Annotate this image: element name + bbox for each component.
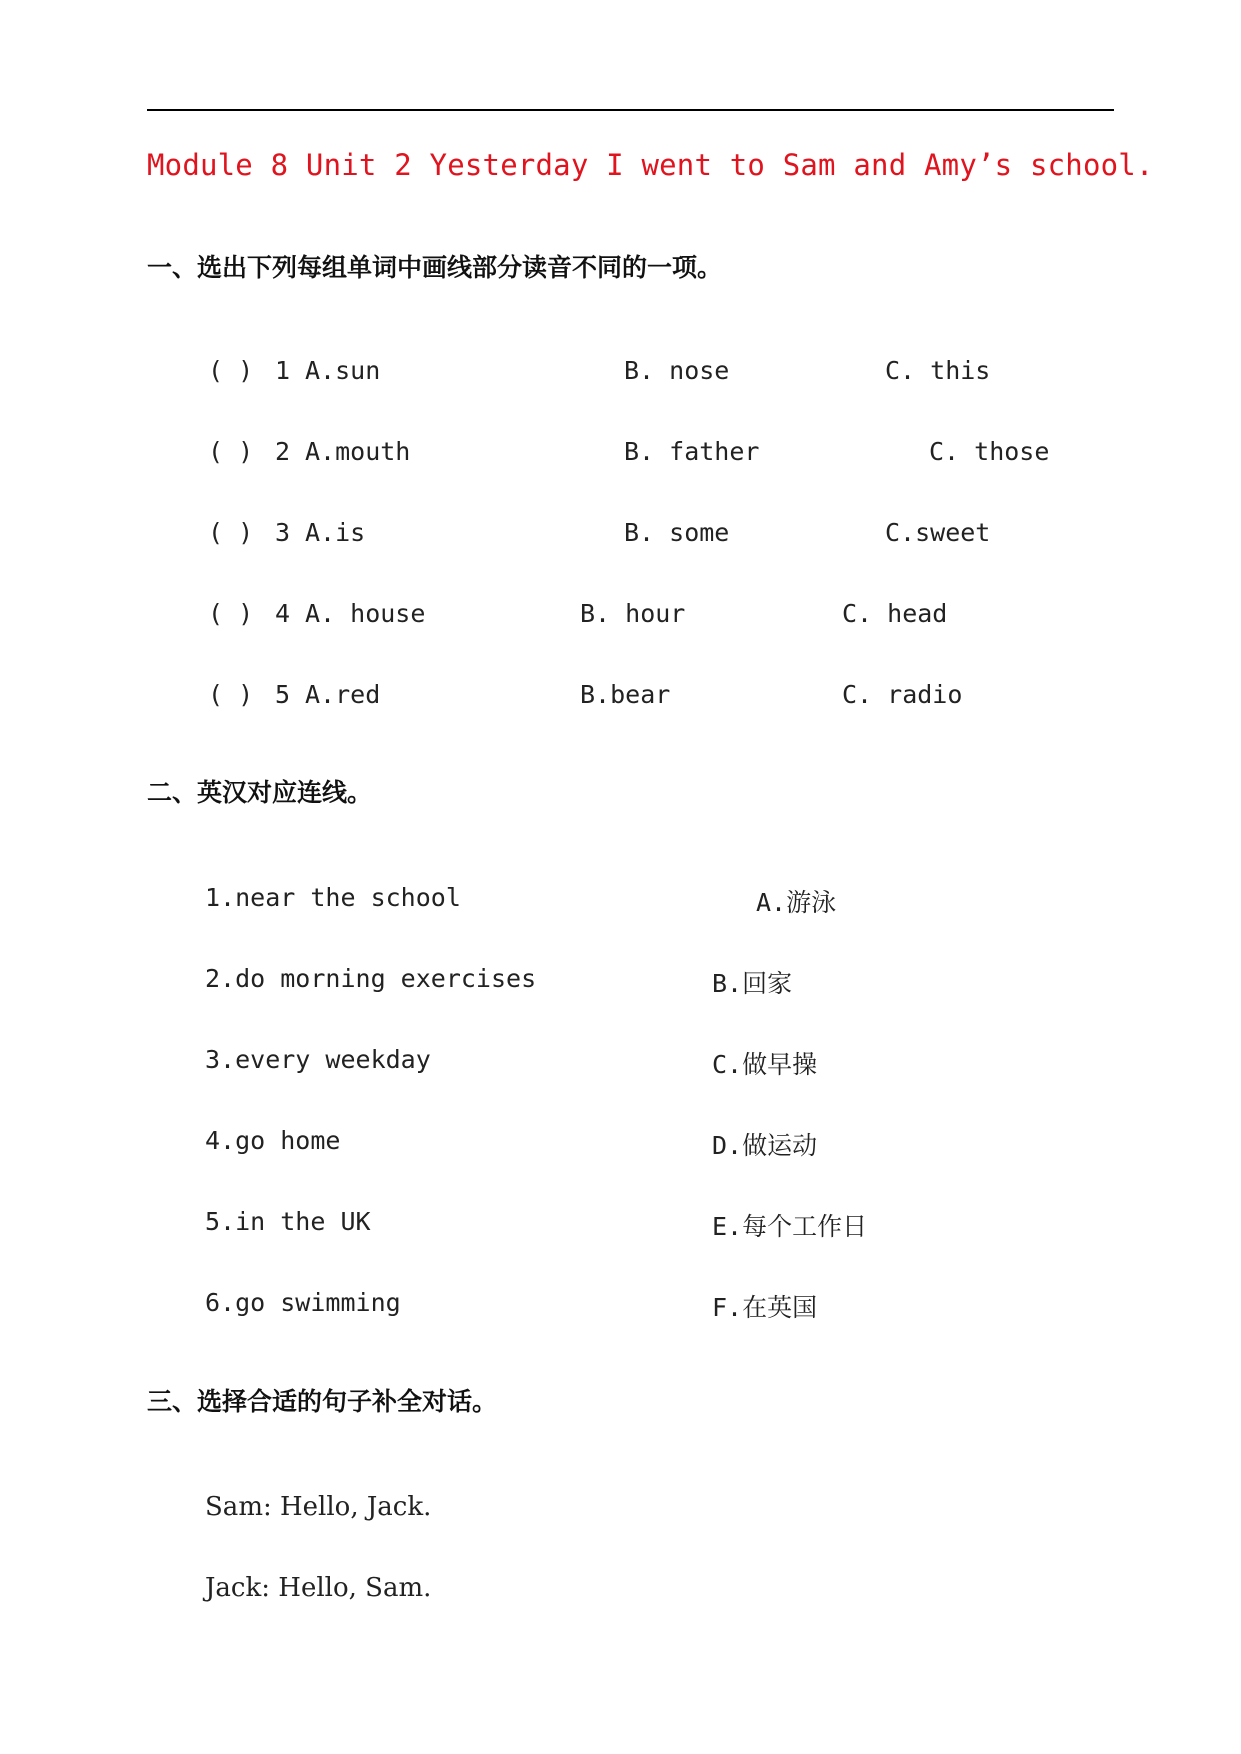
item-number: 1 [275,356,291,385]
section1-heading: 一、选出下列每组单词中画线部分读音不同的一项。 [147,253,723,282]
option-a: A.mouth [305,437,411,466]
match-chinese: F.在英国 [712,1293,818,1322]
option-b: B. nose [624,356,730,385]
match-english: 6.go swimming [205,1288,401,1317]
dialog-line-2: Jack: Hello, Sam. [205,1573,432,1603]
match-english: 3.every weekday [205,1045,431,1074]
option-b: B. some [624,518,730,547]
match-chinese: A.游泳 [756,888,837,917]
match-english: 2.do morning exercises [205,964,537,993]
section3-heading: 三、选择合适的句子补全对话。 [147,1387,498,1416]
answer-blank[interactable]: ( ) [208,518,254,547]
option-b: B. hour [580,599,686,628]
item-number: 3 [275,518,291,547]
answer-blank[interactable]: ( ) [208,680,254,709]
option-c: C. this [885,356,991,385]
item-number: 5 [275,680,291,709]
item-number: 4 [275,599,291,628]
top-rule [147,109,1114,111]
option-c: C. those [929,437,1050,466]
dialog-line-1: Sam: Hello, Jack. [205,1492,432,1522]
option-a: A.sun [305,356,381,385]
section2-heading: 二、英汉对应连线。 [147,778,373,807]
match-chinese: D.做运动 [712,1131,818,1160]
option-c: C.sweet [885,518,991,547]
option-a: A. house [305,599,426,628]
option-b: B.bear [580,680,671,709]
match-english: 4.go home [205,1126,341,1155]
option-a: A.is [305,518,366,547]
option-c: C. radio [842,680,963,709]
option-c: C. head [842,599,948,628]
document-title: Module 8 Unit 2 Yesterday I went to Sam and Amy’s school. [147,148,1154,182]
match-english: 1.near the school [205,883,461,912]
match-chinese: B.回家 [712,969,793,998]
match-english: 5.in the UK [205,1207,371,1236]
match-chinese: E.每个工作日 [712,1212,868,1241]
answer-blank[interactable]: ( ) [208,437,254,466]
answer-blank[interactable]: ( ) [208,599,254,628]
option-b: B. father [624,437,760,466]
item-number: 2 [275,437,291,466]
answer-blank[interactable]: ( ) [208,356,254,385]
match-chinese: C.做早操 [712,1050,818,1079]
option-a: A.red [305,680,381,709]
